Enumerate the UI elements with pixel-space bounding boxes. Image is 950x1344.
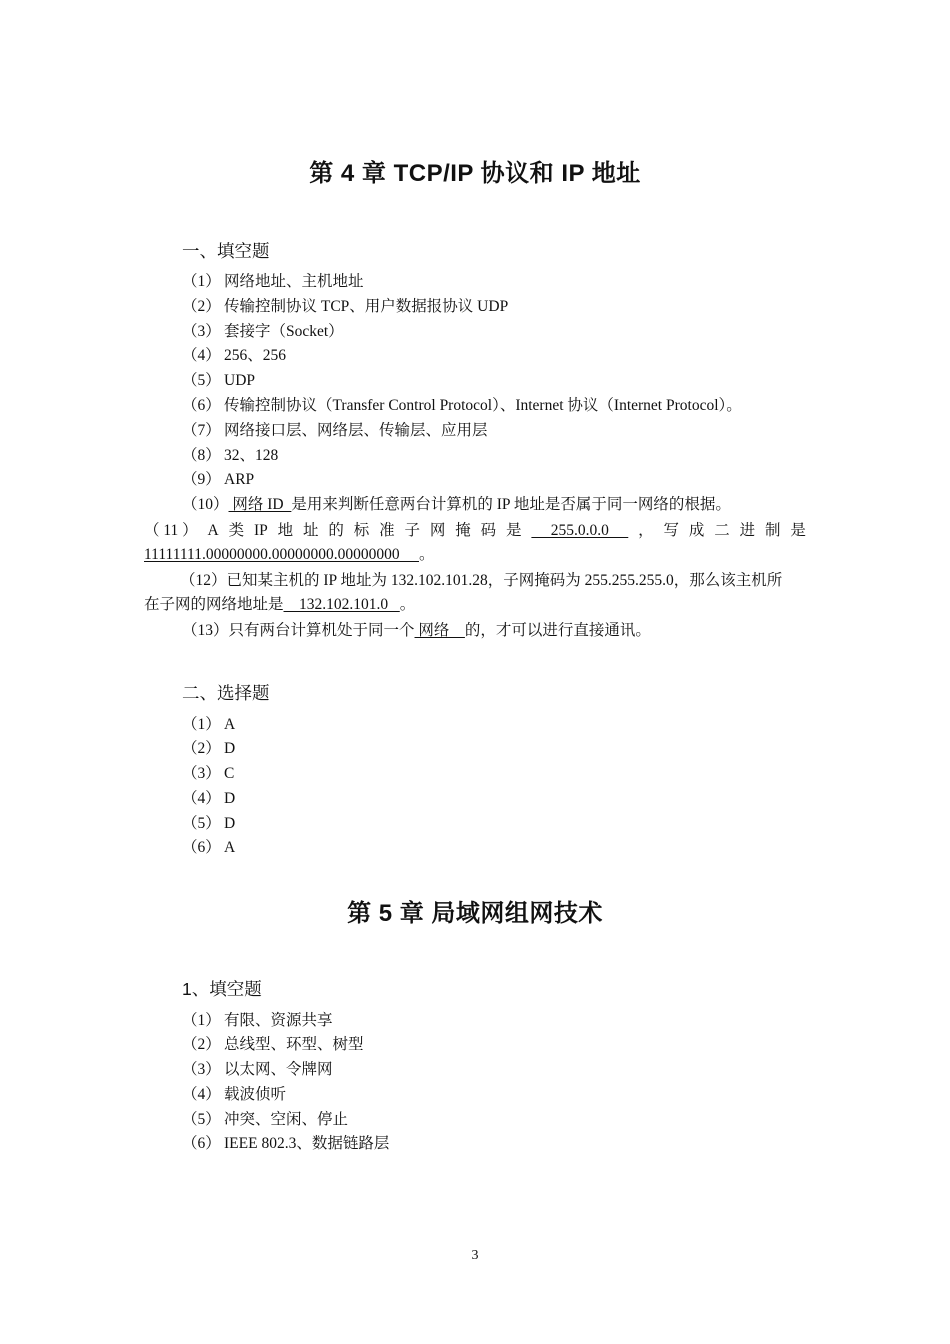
item-text: 传输控制协议 TCP、用户数据报协议 UDP <box>224 297 509 315</box>
item-text: 网络地址、主机地址 <box>224 273 364 290</box>
item-11-token: 掩 <box>455 521 471 539</box>
item-11-token: 码 <box>480 521 497 539</box>
item-number: （2） <box>182 740 221 758</box>
item-text: D <box>224 789 236 807</box>
item-11-token: 标 <box>353 521 370 539</box>
item-number: （4） <box>182 789 221 807</box>
item-11-token: IP <box>253 521 268 539</box>
item-11-token: 的 <box>328 521 344 539</box>
item-number: （2） <box>182 297 221 315</box>
item-text: ARP <box>224 471 255 489</box>
item-text: 32、128 <box>224 446 279 464</box>
list-item <box>182 1033 389 1058</box>
item-number: （1） <box>182 715 221 733</box>
item-text: UDP <box>224 372 256 390</box>
list-item-11 <box>144 519 806 569</box>
item-11-token: 二 <box>714 521 730 539</box>
item-11-token: 准 <box>379 521 395 539</box>
item-number: （1） <box>182 1011 221 1029</box>
item-number: （6） <box>182 1135 221 1153</box>
item-12-end: 。 <box>399 596 416 614</box>
item-number: （5） <box>182 372 221 390</box>
list-item <box>182 369 742 394</box>
item-number: （10） <box>182 496 229 514</box>
item-11-token: 制 <box>765 521 781 539</box>
list-item <box>182 270 742 295</box>
item-12-prefix: 在子网的网络地址是 <box>144 596 284 614</box>
item-11-line-2 <box>144 543 806 568</box>
item-text: C <box>224 765 235 783</box>
item-11-token: 写 <box>663 521 680 539</box>
list-item <box>182 762 235 787</box>
answer-blank: 网络 <box>414 621 465 639</box>
item-number: （4） <box>182 347 221 365</box>
item-11-token: 进 <box>739 521 756 539</box>
chapter-5-title: 第 5 章 局域网组网技术 <box>347 900 603 927</box>
answer-blank: 11111111.00000000.00000000.00000000 <box>144 546 419 564</box>
list-item <box>182 1058 389 1083</box>
list-item <box>182 737 235 762</box>
item-text: 有限、资源共享 <box>224 1011 333 1029</box>
item-text: A <box>224 715 236 733</box>
list-item-13 <box>182 619 806 644</box>
item-number: （8） <box>182 446 221 464</box>
answer-blank: 网络 ID <box>228 496 292 514</box>
item-text: 网络接口层、网络层、传输层、应用层 <box>224 421 488 439</box>
item-text: IEEE 802.3、数据链路层 <box>224 1135 390 1153</box>
answer-blank: 255.0.0.0 <box>531 521 629 539</box>
item-number: （1） <box>182 273 221 290</box>
ch5-fill-list <box>182 1009 389 1158</box>
item-number: （7） <box>182 421 221 439</box>
item-number: （5） <box>182 814 221 832</box>
item-number: （6） <box>182 839 221 857</box>
item-text: 是用来判断任意两台计算机的 IP 地址是否属于同一网络的根据。 <box>291 496 731 514</box>
item-text: D <box>224 740 236 758</box>
item-11-end: 。 <box>418 546 435 564</box>
item-text: 256、256 <box>224 347 287 365</box>
list-item <box>182 394 742 419</box>
item-number: （4） <box>182 1085 221 1103</box>
item-text: 冲突、空闲、停止 <box>224 1110 349 1128</box>
list-item-10 <box>182 493 742 518</box>
answer-blank: 132.102.101.0 <box>283 596 400 614</box>
list-item <box>182 444 742 469</box>
item-number: （5） <box>182 1110 221 1128</box>
item-11-token: A <box>207 521 219 539</box>
page-number: 3 <box>471 1248 479 1263</box>
item-11-token: 是 <box>506 521 522 539</box>
item-number: （9） <box>182 471 221 489</box>
list-item <box>182 836 235 861</box>
list-item <box>182 812 235 837</box>
item-11-token: 子 <box>404 521 421 539</box>
chapter-4-title: 第 4 章 TCP/IP 协议和 IP 地址 <box>309 160 641 187</box>
item-text: 载波侦听 <box>224 1085 287 1103</box>
item-number: （2） <box>182 1036 221 1054</box>
item-11-token: ， <box>638 521 654 539</box>
ch4-choice-list <box>182 713 235 862</box>
list-item <box>182 1132 389 1157</box>
list-item-12 <box>144 569 806 619</box>
list-item <box>182 1108 389 1133</box>
list-item <box>182 419 742 444</box>
item-text: 以太网、令牌网 <box>224 1061 333 1079</box>
item-number: （6） <box>182 396 221 414</box>
item-11-line-1 <box>144 519 806 544</box>
item-13-suffix: 的，才可以进行直接通讯。 <box>464 621 651 639</box>
item-number: （3） <box>182 1061 221 1079</box>
list-item <box>182 1083 389 1108</box>
item-11-token: 成 <box>688 521 705 539</box>
item-13-prefix: （13）只有两台计算机处于同一个 <box>182 621 415 639</box>
item-text: 传输控制协议（Transfer Control Protocol）、Internet 协议（Internet Protocol）。 <box>224 396 742 414</box>
item-number: （3） <box>182 765 221 783</box>
list-item <box>182 787 235 812</box>
ch4-fill-list <box>182 270 742 518</box>
item-text: 套接字（Socket） <box>224 322 344 340</box>
list-item <box>182 468 742 493</box>
item-11-token: 类 <box>228 521 245 539</box>
item-12-line-1: （12）已知某主机的 IP 地址为 132.102.101.28，子网掩码为 255.255.255.0，那么该主机所 <box>180 571 783 589</box>
list-item <box>182 320 742 345</box>
item-11-token: 网 <box>429 521 446 539</box>
item-11-token: （ 11 ） <box>144 521 198 539</box>
ch5-fill-section-title: 1、填空题 <box>182 979 262 999</box>
item-12-line-2 <box>144 593 806 618</box>
item-text: D <box>224 814 236 832</box>
item-11-token: 地 <box>277 521 294 539</box>
list-item <box>182 295 742 320</box>
ch4-fill-section-title: 一、填空题 <box>182 241 270 261</box>
list-item <box>182 344 742 369</box>
item-11-token: 是 <box>790 521 806 539</box>
item-text: 总线型、环型、树型 <box>224 1036 364 1054</box>
item-11-token: 址 <box>303 521 319 539</box>
list-item <box>182 1009 389 1034</box>
list-item <box>182 713 235 738</box>
ch4-choice-section-title: 二、选择题 <box>182 683 270 703</box>
item-text: A <box>224 839 236 857</box>
item-number: （3） <box>182 322 221 340</box>
